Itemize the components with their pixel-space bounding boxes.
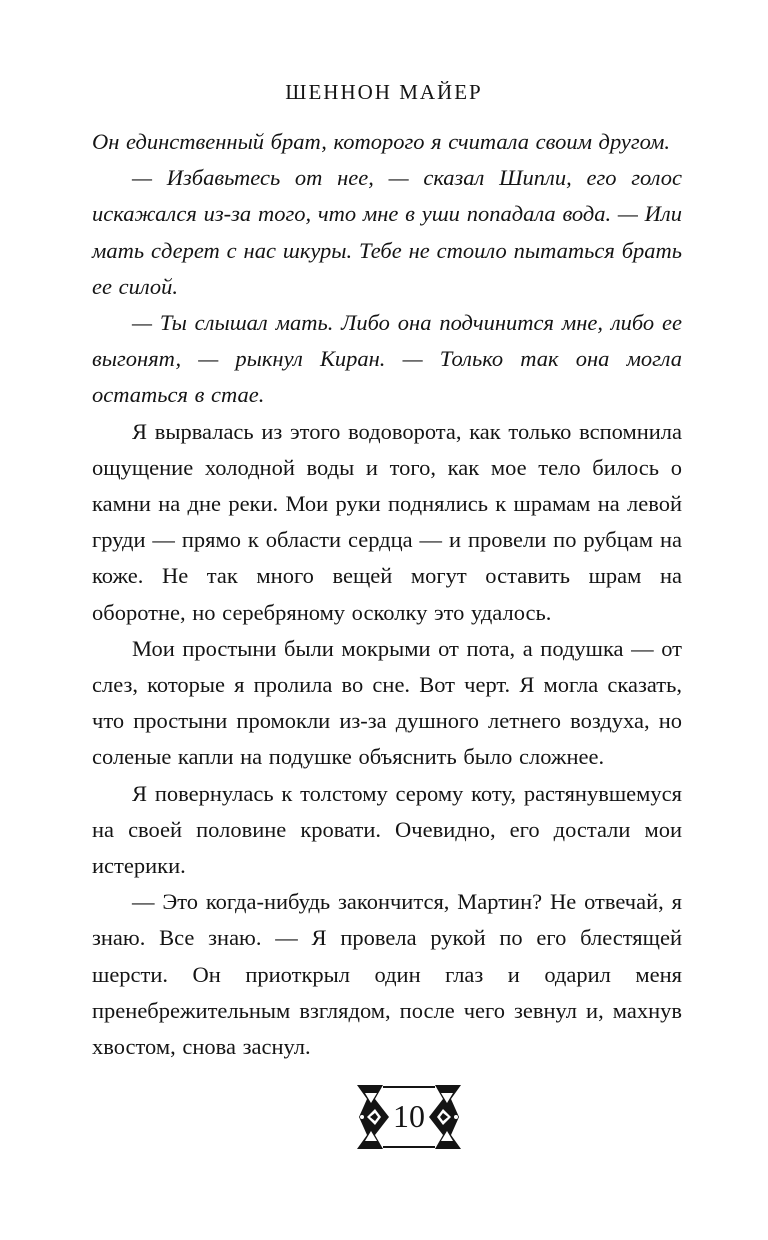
paragraph: Я повернулась к толстому серому коту, растянувшемуся на своей половине кровати. Очевидно, его достали мои истерики. [92, 780, 682, 879]
paragraph: — Избавьтесь от нее, — сказал Шипли, его голос искажался из-за того, что мне в уши попадала вода. — Или мать сдерет с нас шкуры. Тебе не стоило пытаться брать ее силой. [92, 165, 682, 299]
page-number-ornament [353, 1079, 465, 1155]
paragraph: Я вырвалась из этого водоворота, как только вспомнила ощущение холодной воды и того, как мое тело билось о камни на дне реки. Мои руки поднялись к шрамам на левой груди — прямо к области сердца — и провели по рубцам на коже. Не так много вещей могут оставить шрам на оборотне, но серебряному осколку это удалось. [92, 418, 682, 625]
paragraph: — Ты слышал мать. Либо она подчинится мне, либо ее выгонят, — рыкнул Киран. — Только так она могла остаться в стае. [92, 310, 682, 408]
paragraph: Он единственный брат, которого я считала своим другом. [92, 129, 671, 154]
page-number: 10 [393, 1098, 425, 1134]
page-text [92, 124, 682, 1065]
paragraph: — Это когда-нибудь закончится, Мартин? Не отвечай, я знаю. Все знаю. — Я провела рукой по его блестящей шерсти. Он приоткрыл один глаз и одарил меня пренебрежительным взглядом, после чего зевнул и, махнув хвостом, снова заснул. [92, 889, 682, 1060]
paragraph: Мои простыни были мокрыми от пота, а подушка — от слез, которые я пролила во сне. Вот черт. Я могла сказать, что простыни промокли из-за душного летнего воздуха, но соленые капли на подушке объяснить было сложнее. [92, 635, 682, 770]
running-head: ШЕННОН МАЙЕР [285, 80, 483, 104]
